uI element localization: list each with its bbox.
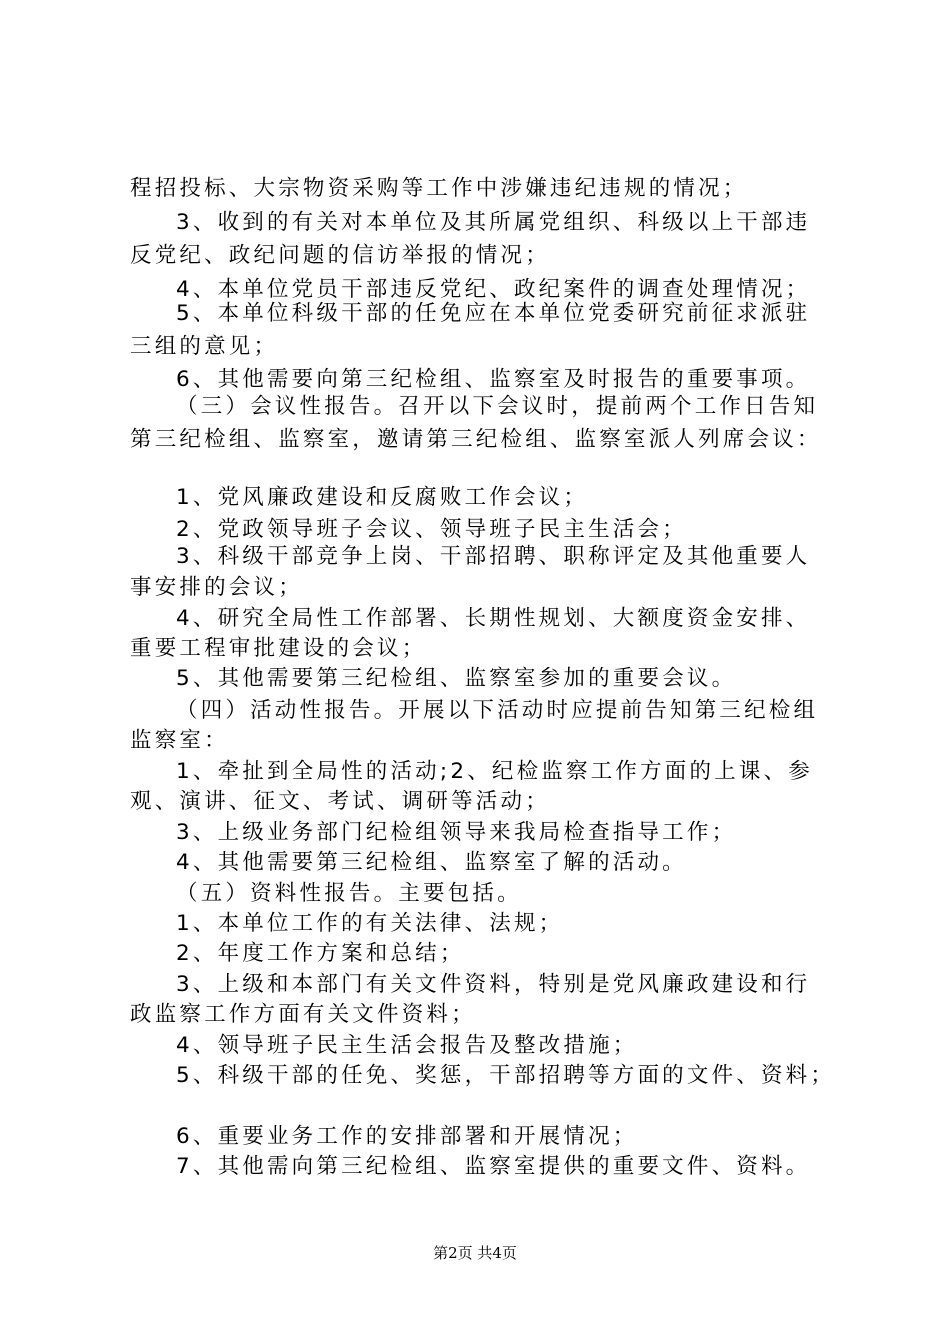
text-line-21: 3、上级业务部门纪检组领导来我局检查指导工作； [176,820,737,845]
text-line-3: 反党纪、政纪问题的信访举报的情况； [130,243,550,268]
text-line-9: 第三纪检组、监察室，邀请第三纪检组、监察室派人列席会议： [130,427,822,452]
text-line-11: 2、党政领导班子会议、领导班子民主生活会； [176,517,687,542]
text-line-28: 4、领导班子民主生活会报告及整改措施； [176,1033,638,1058]
text-line-2: 3、收到的有关对本单位及其所属党组织、科级以上干部违 [176,210,811,235]
text-line-23: （五）资料性报告。主要包括。 [176,881,522,906]
text-line-10: 1、党风廉政建设和反腐败工作会议； [176,485,589,510]
text-line-24: 1、本单位工作的有关法律、法规； [176,911,564,936]
text-line-31: 7、其他需向第三纪检组、监察室提供的重要文件、资料。 [176,1154,811,1179]
text-line-6: 三组的意见； [130,334,279,359]
text-line-7: 6、其他需要向第三纪检组、监察室及时报告的重要事项。 [176,367,811,392]
text-line-8: （三）会议性报告。召开以下会议时，提前两个工作日告知 [176,394,819,419]
text-line-17: （四）活动性报告。开展以下活动时应提前告知第三纪检组 [176,698,819,723]
text-line-14: 4、研究全局性工作部署、长期性规划、大额度资金安排、 [176,606,811,631]
text-line-4: 4、本单位党员干部违反党纪、政纪案件的调查处理情况； [176,277,811,302]
text-line-15: 重要工程审批建设的会议； [130,636,427,661]
text-line-18: 监察室： [130,728,229,753]
text-line-30: 6、重要业务工作的安排部署和开展情况； [176,1124,638,1149]
text-line-29: 5、科级干部的任免、奖惩，干部招聘等方面的文件、资料； [176,1063,836,1088]
text-line-5: 5、本单位科级干部的任免应在本单位党委研究前征求派驻 [176,301,811,326]
text-line-25: 2、年度工作方案和总结； [176,941,465,966]
text-line-19: 1、牵扯到全局性的活动;2、纪检监察工作方面的上课、参 [176,759,814,784]
text-line-12: 3、科级干部竞争上岗、干部招聘、职称评定及其他重要人 [176,544,811,569]
text-line-27: 政监察工作方面有关文件资料； [130,1002,476,1027]
text-line-1: 程招投标、大宗物资采购等工作中涉嫌违纪违规的情况； [130,176,748,201]
text-line-16: 5、其他需要第三纪检组、监察室参加的重要会议。 [176,666,737,691]
text-line-22: 4、其他需要第三纪检组、监察室了解的活动。 [176,850,687,875]
text-line-26: 3、上级和本部门有关文件资料，特别是党风廉政建设和行 [176,972,811,997]
text-line-20: 观、演讲、征文、考试、调研等活动； [130,789,550,814]
page-number-footer: 第2页 共4页 [433,1244,517,1262]
text-line-13: 事安排的会议； [130,575,303,600]
